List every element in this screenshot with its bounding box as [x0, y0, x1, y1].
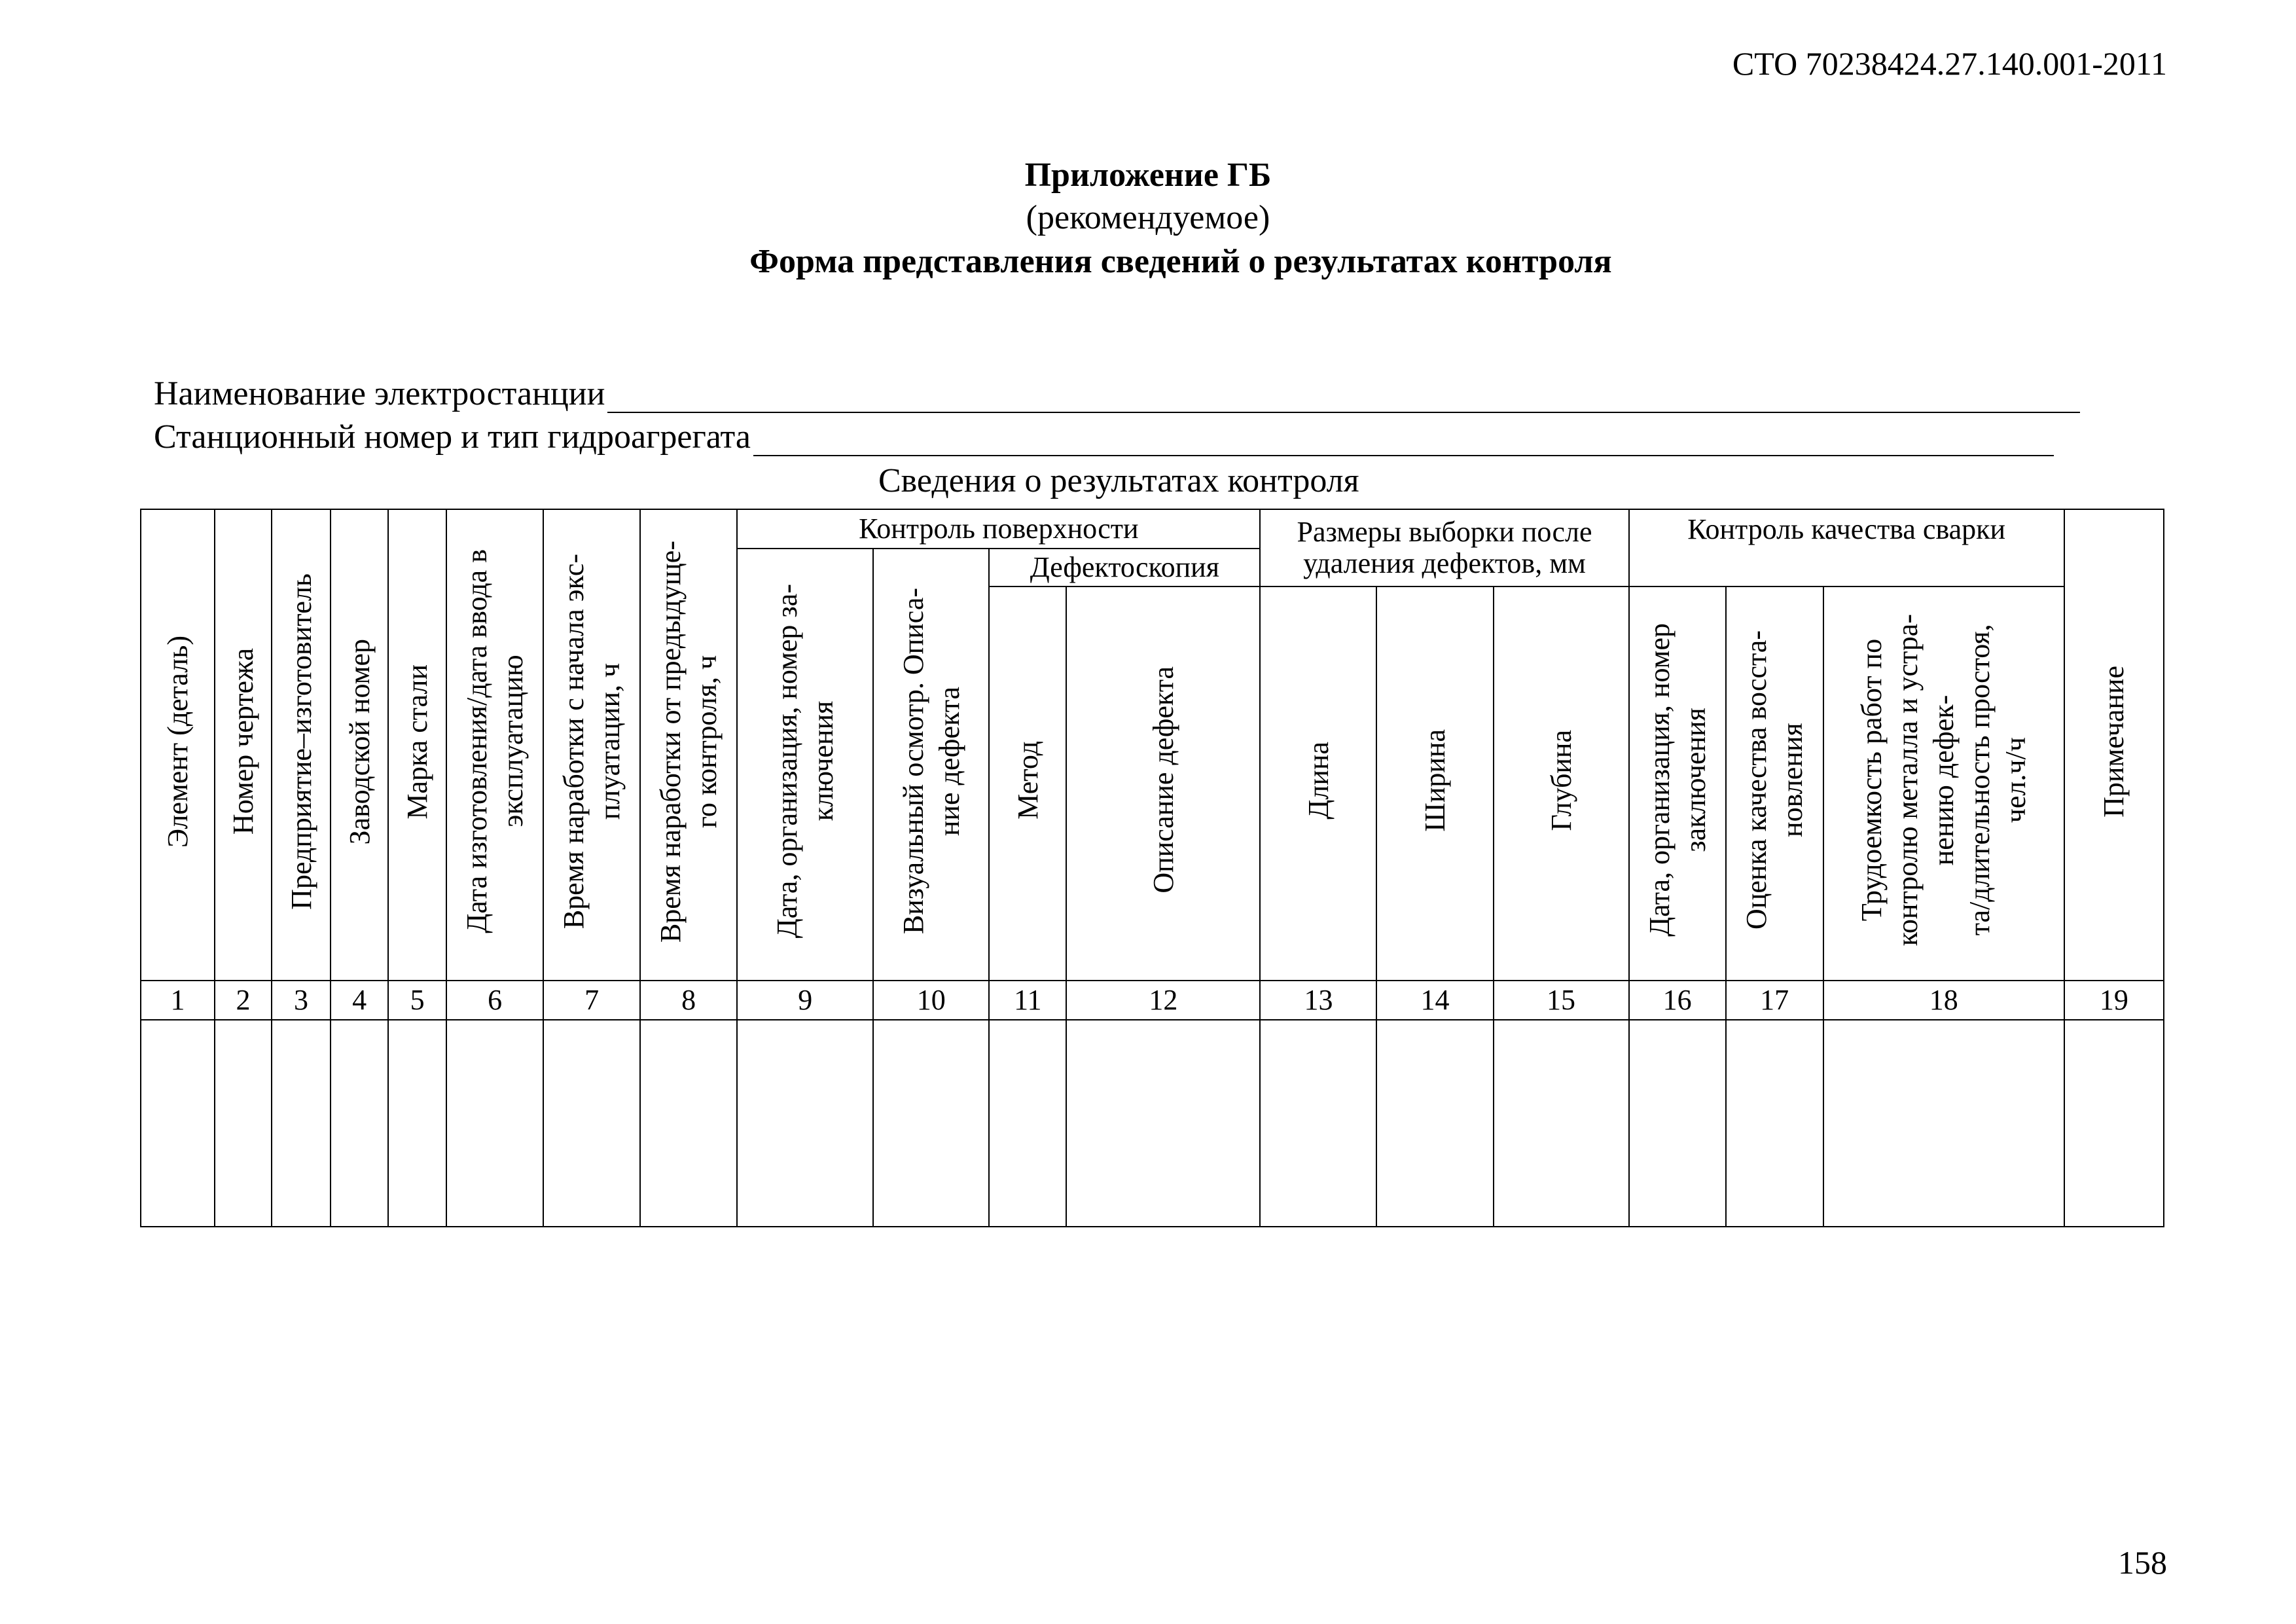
group-header-flaw-detection: Дефектоскопия	[989, 549, 1260, 586]
empty-cell[interactable]	[215, 1020, 272, 1227]
unit-number-field	[154, 418, 2054, 456]
station-name-blank-line[interactable]	[607, 379, 2080, 413]
column-number: 8	[640, 981, 737, 1020]
table-row	[141, 1020, 2164, 1227]
col-header-element: Элемент (деталь)	[141, 509, 215, 981]
empty-cell[interactable]	[141, 1020, 215, 1227]
empty-cell[interactable]	[1066, 1020, 1260, 1227]
appendix-title: Приложение ГБ	[1024, 156, 1272, 194]
column-number: 3	[272, 981, 331, 1020]
empty-cell[interactable]	[2064, 1020, 2164, 1227]
col-header-drawing-number: Номер чертежа	[215, 509, 272, 981]
empty-cell[interactable]	[543, 1020, 640, 1227]
empty-cell[interactable]	[388, 1020, 446, 1227]
empty-cell[interactable]	[1823, 1020, 2064, 1227]
col-header-note: Примечание	[2064, 509, 2164, 981]
empty-cell[interactable]	[989, 1020, 1066, 1227]
col-header-operating-time-total: Время наработки с начала экс- плуатации, ч	[543, 509, 640, 981]
group-header-weld-quality: Контроль качества сварки	[1629, 509, 2064, 586]
empty-cell[interactable]	[1726, 1020, 1823, 1227]
table-caption: Сведения о результатах контроля	[878, 462, 1359, 499]
col-header-restoration-quality: Оценка качества восста- новления	[1726, 586, 1823, 981]
column-number: 14	[1376, 981, 1493, 1020]
col-header-operating-time-since-last: Время наработки от предыдуще- го контроля, ч	[640, 509, 737, 981]
empty-cell[interactable]	[737, 1020, 873, 1227]
page-number: 158	[2118, 1544, 2167, 1581]
col-header-width: Ширина	[1376, 586, 1493, 981]
appendix-heading: Форма представления сведений о результатах контроля	[749, 243, 1612, 280]
col-header-defect-description: Описание дефекта	[1066, 586, 1260, 981]
column-number: 15	[1494, 981, 1629, 1020]
empty-cell[interactable]	[1376, 1020, 1493, 1227]
col-header-length: Длина	[1260, 586, 1376, 981]
col-header-manufacture-date: Дата изготовления/дата ввода в эксплуатацию	[446, 509, 543, 981]
column-number: 11	[989, 981, 1066, 1020]
column-number: 10	[873, 981, 989, 1020]
unit-number-label: Станционный номер и тип гидроагрегата	[154, 418, 751, 456]
column-number: 6	[446, 981, 543, 1020]
column-number: 9	[737, 981, 873, 1020]
column-number: 5	[388, 981, 446, 1020]
empty-cell[interactable]	[1629, 1020, 1726, 1227]
empty-cell[interactable]	[1494, 1020, 1629, 1227]
col-header-labor-intensity: Трудоемкость работ по контролю металла и устра- нению дефек- та/длительность простоя, чел.ч/ч	[1823, 586, 2064, 981]
station-name-label: Наименование электростанции	[154, 375, 605, 412]
col-header-manufacturer: Предприятие–изготовитель	[272, 509, 331, 981]
station-name-field	[154, 374, 2080, 413]
empty-cell[interactable]	[446, 1020, 543, 1227]
empty-cell[interactable]	[1260, 1020, 1376, 1227]
column-number: 1	[141, 981, 215, 1020]
unit-number-blank-line[interactable]	[753, 422, 2054, 456]
empty-cell[interactable]	[331, 1020, 388, 1227]
col-header-weld-date: Дата, организация, номер заключения	[1629, 586, 1726, 981]
empty-cell[interactable]	[640, 1020, 737, 1227]
empty-cell[interactable]	[873, 1020, 989, 1227]
column-number: 17	[1726, 981, 1823, 1020]
group-header-sample-dimensions: Размеры выборки после удаления дефектов, мм	[1260, 509, 1628, 586]
column-number-row	[141, 981, 2164, 1020]
column-number: 7	[543, 981, 640, 1020]
column-number: 18	[1823, 981, 2064, 1020]
column-number: 16	[1629, 981, 1726, 1020]
col-header-visual-inspection: Визуальный осмотр. Описа- ние дефекта	[873, 549, 989, 981]
empty-cell[interactable]	[272, 1020, 331, 1227]
col-header-surface-date: Дата, организация, номер за- ключения	[737, 549, 873, 981]
document-code: СТО 70238424.27.140.001-2011	[1732, 45, 2167, 82]
column-number: 19	[2064, 981, 2164, 1020]
column-number: 13	[1260, 981, 1376, 1020]
column-number: 12	[1066, 981, 1260, 1020]
col-header-method: Метод	[989, 586, 1066, 981]
results-table	[140, 509, 2164, 1227]
group-header-surface-control: Контроль поверхности	[737, 509, 1260, 549]
column-number: 4	[331, 981, 388, 1020]
col-header-depth: Глубина	[1494, 586, 1629, 981]
col-header-steel-grade: Марка стали	[388, 509, 446, 981]
column-number: 2	[215, 981, 272, 1020]
appendix-status: (рекомендуемое)	[1026, 199, 1270, 236]
col-header-serial-number: Заводской номер	[331, 509, 388, 981]
